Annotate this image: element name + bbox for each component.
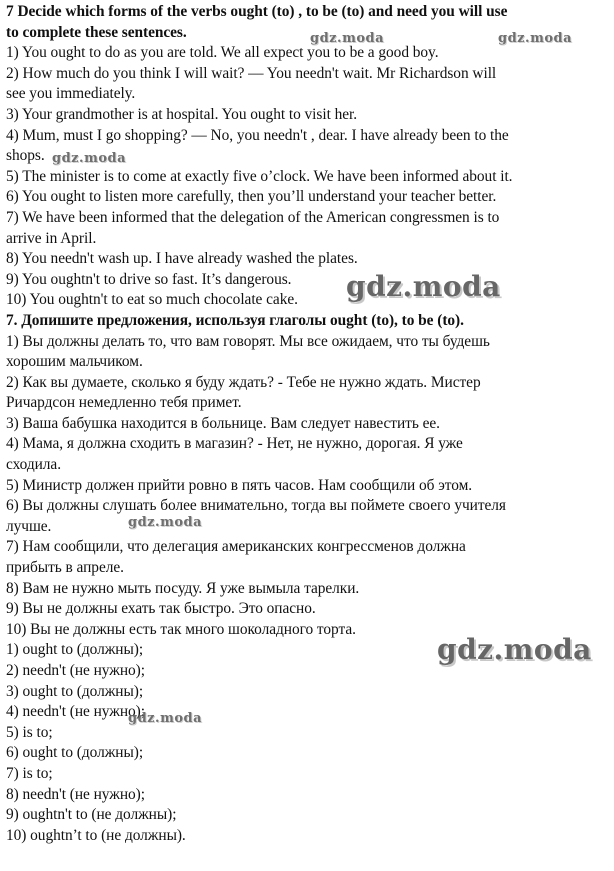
answer-line: 1) ought to (должны); xyxy=(6,641,144,659)
russian-line: Ричардсон немедленно тебя примет. xyxy=(6,394,242,412)
russian-line: 8) Вам не нужно мыть посуду. Я уже вымыла тарелки. xyxy=(6,579,360,597)
english-line: 9) You oughtn't to drive so fast. It’s dangerous. xyxy=(6,270,292,288)
russian-line: 6) Вы должны слушать более внимательно, тогда вы поймете своего учителя xyxy=(6,497,506,515)
answer-line: 3) ought to (должны); xyxy=(6,682,144,700)
russian-line: хорошим мальчиком. xyxy=(6,353,143,371)
russian-line: 2) Как вы думаете, сколько я буду ждать? - Тебе не нужно ждать. Мистер xyxy=(6,373,481,391)
watermark: gdz.moda xyxy=(346,270,501,303)
english-line: 4) Mum, must I go shopping? — No, you needn't , dear. I have already been to the xyxy=(6,126,509,144)
russian-line: 5) Министр должен прийти ровно в пять часов. Нам сообщили об этом. xyxy=(6,476,473,494)
answer-line: 8) needn't (не нужно); xyxy=(6,785,145,803)
english-line: 3) Your grandmother is at hospital. You ought to visit her. xyxy=(6,105,358,123)
english-line: arrive in April. xyxy=(6,229,97,247)
russian-heading: 7. Допишите предложения, используя глаголы ought (to), to be (to). xyxy=(6,311,464,329)
russian-line: 7) Нам сообщили, что делегация американских конгрессменов должна xyxy=(6,538,466,556)
english-line: see you immediately. xyxy=(6,85,136,103)
russian-line: лучше. xyxy=(6,517,52,535)
watermark: gdz.moda xyxy=(437,633,592,666)
english-heading-line-2: to complete these sentences. xyxy=(6,23,187,41)
english-heading-line-1: 7 Decide which forms of the verbs ought (to) , to be (to) and need you will use xyxy=(6,3,508,20)
answer-line: 2) needn't (не нужно); xyxy=(6,662,145,679)
answer-line: 4) needn't (не нужно); xyxy=(6,703,145,721)
english-line: 6) You ought to listen more carefully, then you’ll understand your teacher better. xyxy=(6,188,497,206)
english-line: 1) You ought to do as you are told. We all expect you to be a good boy. xyxy=(6,44,439,62)
answer-line: 9) oughtn't to (не должны); xyxy=(6,806,177,824)
russian-line: 9) Вы не должны ехать так быстро. Это опасно. xyxy=(6,600,316,618)
watermark: gdz.moda xyxy=(128,711,203,726)
watermark: gdz.moda xyxy=(310,31,385,46)
watermark: gdz.moda xyxy=(128,515,203,530)
english-line: 8) You needn't wash up. I have already washed the plates. xyxy=(6,250,358,268)
russian-line: сходила. xyxy=(6,456,62,474)
english-line: 10) You oughtn't to eat so much chocolate cake. xyxy=(6,291,298,309)
document-page xyxy=(6,2,606,846)
russian-line: 10) Вы не должны есть так много шоколадного торта. xyxy=(6,620,356,638)
english-line: 5) The minister is to come at exactly five o’clock. We have been informed about it. xyxy=(6,167,513,185)
russian-line: прибыть в апреле. xyxy=(6,559,124,577)
english-line: shops. xyxy=(6,147,45,165)
watermark: gdz.moda xyxy=(52,151,127,166)
answer-line: 6) ought to (должны); xyxy=(6,744,144,762)
english-line: 2) How much do you think I will wait? — You needn't wait. Mr Richardson will xyxy=(6,64,497,82)
english-line: 7) We have been informed that the delegation of the American congressmen is to xyxy=(6,208,500,226)
russian-line: 3) Ваша бабушка находится в больнице. Вам следует навестить ее. xyxy=(6,414,440,432)
russian-line: 4) Мама, я должна сходить в магазин? - Нет, не нужно, дорогая. Я уже xyxy=(6,435,463,453)
answer-line: 7) is to; xyxy=(6,764,53,782)
watermark: gdz.moda xyxy=(498,31,573,46)
russian-line: 1) Вы должны делать то, что вам говорят. Мы все ожидаем, что ты будешь xyxy=(6,332,490,350)
answer-line: 10) oughtn’t to (не должны). xyxy=(6,826,186,844)
answer-line: 5) is to; xyxy=(6,723,53,741)
